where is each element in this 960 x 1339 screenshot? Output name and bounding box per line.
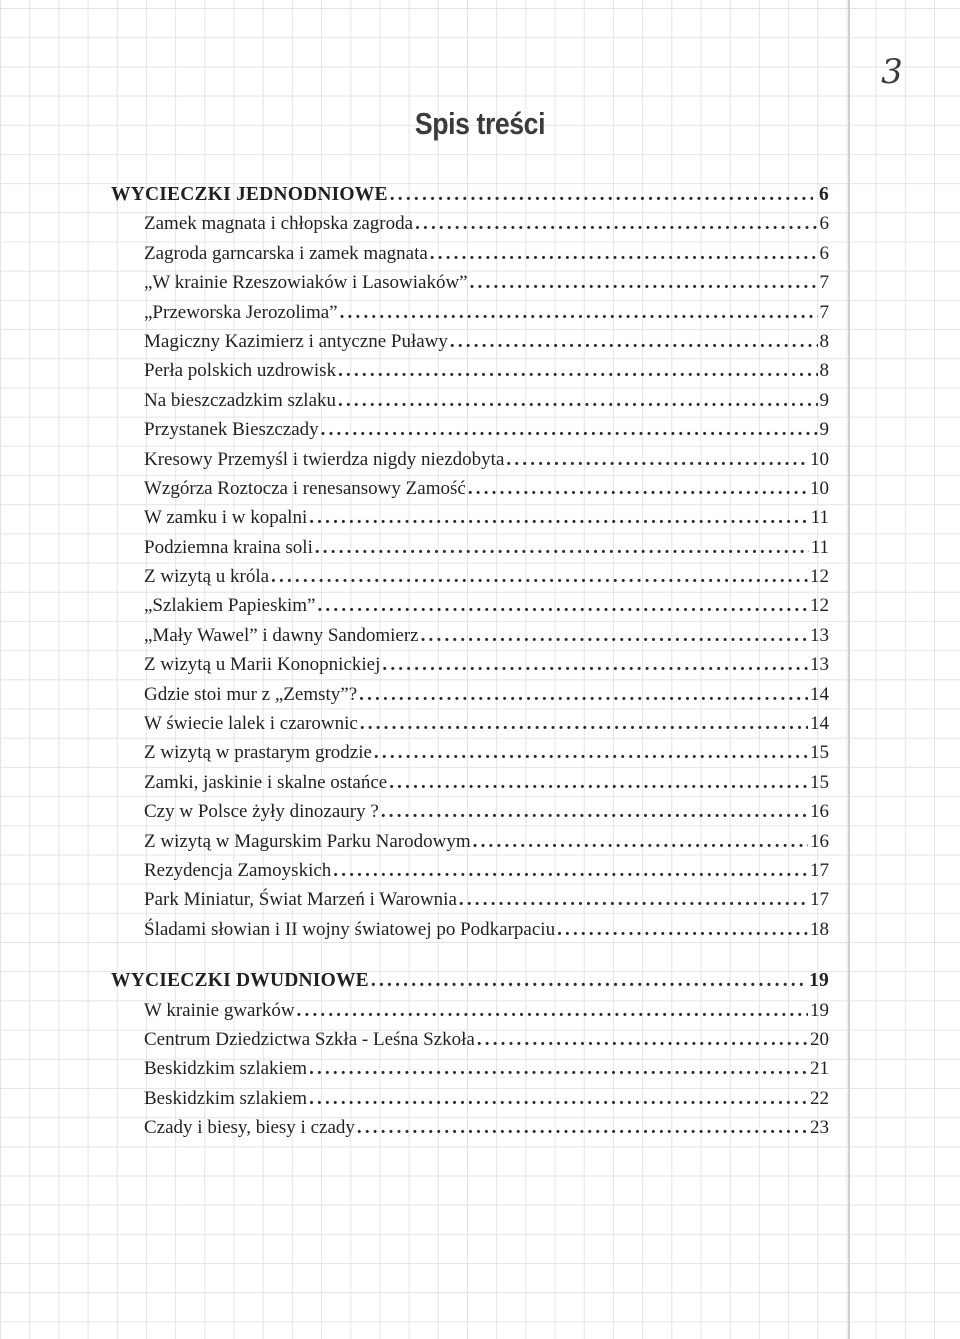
- toc-entry-page: 20: [810, 1028, 829, 1050]
- toc-entry[interactable]: [111, 709, 829, 738]
- toc-entry-label: Czy w Polsce żyły dinozaury ?: [144, 801, 379, 823]
- toc-entry[interactable]: [111, 356, 829, 385]
- dot-leader: [371, 966, 803, 995]
- toc-entry-page: 7: [819, 272, 829, 294]
- toc-entry-label: Park Miniatur, Świat Marzeń i Warownia: [144, 889, 457, 911]
- dot-leader: [338, 386, 817, 415]
- page-title: Spis treści: [414, 106, 546, 141]
- toc-entry[interactable]: [111, 209, 829, 238]
- toc-entry[interactable]: [111, 621, 829, 650]
- toc-entry-page: 23: [810, 1117, 829, 1139]
- toc-entry-page: 13: [810, 624, 829, 646]
- toc-entry-label: „Przeworska Jerozolima”: [144, 301, 338, 323]
- toc-entry-label: Centrum Dziedzictwa Szkła - Leśna Szkoła: [144, 1028, 475, 1050]
- toc-entry[interactable]: [111, 386, 829, 415]
- toc-entry[interactable]: [111, 797, 829, 826]
- toc-entry[interactable]: [111, 268, 829, 297]
- dot-leader: [430, 239, 818, 268]
- dot-leader: [557, 915, 808, 944]
- dot-leader: [340, 298, 818, 327]
- toc-entry-label: Czady i biesy, biesy i czady: [144, 1117, 355, 1139]
- toc-entry-label: Podziemna kraina soli: [144, 536, 313, 558]
- toc-entry-page: 19: [810, 999, 829, 1021]
- toc-entry-page: 6: [819, 213, 829, 235]
- toc-entry-label: Perła polskich uzdrowisk: [144, 360, 337, 382]
- dot-leader: [309, 1084, 808, 1113]
- toc-entry[interactable]: [111, 856, 829, 885]
- dot-leader: [506, 445, 808, 474]
- dot-leader: [477, 1025, 808, 1054]
- toc-entry[interactable]: [111, 650, 829, 679]
- toc-entry[interactable]: [111, 768, 829, 797]
- dot-leader: [338, 356, 817, 385]
- toc-entry[interactable]: [111, 298, 829, 327]
- dot-leader: [333, 856, 808, 885]
- toc-entry-label: W świecie lalek i czarownic: [144, 713, 358, 735]
- dot-leader: [359, 680, 808, 709]
- toc-heading-label: WYCIECZKI JEDNODNIOWE: [111, 184, 388, 205]
- toc-entry[interactable]: [111, 533, 829, 562]
- dot-leader: [415, 209, 817, 238]
- toc-entry[interactable]: [111, 591, 829, 620]
- toc-entry-page: 22: [810, 1087, 829, 1109]
- dot-leader: [315, 533, 809, 562]
- dot-leader: [317, 591, 808, 620]
- toc-entry-label: Beskidzkim szlakiem: [144, 1058, 308, 1080]
- toc-entry[interactable]: [111, 996, 829, 1025]
- toc-entry[interactable]: [111, 738, 829, 767]
- toc-entry[interactable]: [111, 474, 829, 503]
- toc-entry-page: 6: [819, 242, 829, 264]
- toc-entry-page: 15: [810, 771, 829, 793]
- toc-entry-label: Śladami słowian i II wojny światowej po Podkarpaciu: [144, 918, 556, 940]
- toc-entry-page: 14: [810, 683, 829, 705]
- dot-leader: [421, 621, 808, 650]
- dot-leader: [309, 503, 808, 532]
- toc-entry-page: 9: [819, 389, 829, 411]
- toc-entry[interactable]: [111, 445, 829, 474]
- dot-leader: [357, 1113, 808, 1142]
- page-margin-line: [848, 0, 850, 1339]
- toc-entry-page: 11: [810, 536, 829, 558]
- toc-entry-label: Zamki, jaskinie i skalne ostańce: [144, 771, 388, 793]
- toc-entry[interactable]: [111, 239, 829, 268]
- toc-entry-label: Z wizytą u króla: [144, 566, 270, 588]
- toc-entry-label: W zamku i w kopalni: [144, 507, 308, 529]
- toc-entry[interactable]: [111, 327, 829, 356]
- toc-section: [111, 180, 829, 944]
- toc-entry-page: 8: [819, 330, 829, 352]
- page-number: 3: [881, 52, 903, 92]
- toc-entry-page: 8: [819, 360, 829, 382]
- toc-entry-label: Zagroda garncarska i zamek magnata: [144, 242, 428, 264]
- toc-entry-label: Kresowy Przemyśl i twierdza nigdy niezdobyta: [144, 448, 505, 470]
- toc-entry-page: 16: [810, 830, 829, 852]
- toc-entry-label: Na bieszczadzkim szlaku: [144, 389, 337, 411]
- toc-entry[interactable]: [111, 885, 829, 914]
- toc-section-heading[interactable]: [111, 180, 829, 209]
- toc-entry-label: Z wizytą u Marii Konopnickiej: [144, 654, 381, 676]
- dot-leader: [389, 768, 808, 797]
- dot-leader: [309, 1054, 808, 1083]
- toc-entry[interactable]: [111, 1054, 829, 1083]
- toc-entry[interactable]: [111, 562, 829, 591]
- toc-entry-label: Rezydencja Zamoyskich: [144, 859, 332, 881]
- toc-entry-page: 9: [819, 419, 829, 441]
- dot-leader: [360, 709, 808, 738]
- toc-section: [111, 966, 829, 1142]
- toc-entry-page: 14: [810, 713, 829, 735]
- dot-leader: [470, 268, 818, 297]
- dot-leader: [297, 996, 808, 1025]
- toc-entry[interactable]: [111, 1084, 829, 1113]
- dot-leader: [459, 885, 808, 914]
- dot-leader: [381, 797, 808, 826]
- dot-leader: [473, 827, 808, 856]
- dot-leader: [390, 180, 813, 209]
- toc-section-heading[interactable]: [111, 966, 829, 995]
- toc-entry[interactable]: [111, 680, 829, 709]
- toc-entry-label: „Mały Wawel” i dawny Sandomierz: [144, 624, 419, 646]
- toc-entry-label: Zamek magnata i chłopska zagroda: [144, 213, 414, 235]
- toc-entry-label: „Szlakiem Papieskim”: [144, 595, 316, 617]
- toc-heading-label: WYCIECZKI DWUDNIOWE: [111, 970, 369, 992]
- dot-leader: [374, 738, 808, 767]
- toc-entry-page: 17: [810, 889, 829, 911]
- toc-entry-page: 13: [810, 654, 829, 676]
- toc-entry-page: 10: [810, 448, 829, 470]
- toc-entry-page: 21: [810, 1058, 829, 1080]
- toc-entry-page: 11: [810, 507, 829, 529]
- dot-leader: [450, 327, 818, 356]
- dot-leader: [468, 474, 808, 503]
- toc-entry-page: 7: [819, 301, 829, 323]
- toc-entry[interactable]: [111, 1025, 829, 1054]
- toc-heading-page: 19: [809, 970, 829, 992]
- toc-entry[interactable]: [111, 1113, 829, 1142]
- toc-entry-label: Wzgórza Roztocza i renesansowy Zamość: [144, 477, 466, 499]
- table-of-contents: [111, 180, 829, 1143]
- dot-leader: [382, 650, 808, 679]
- toc-entry[interactable]: [111, 915, 829, 944]
- toc-entry-label: Przystanek Bieszczady: [144, 419, 319, 441]
- toc-entry-label: „W krainie Rzeszowiaków i Lasowiaków”: [144, 272, 468, 294]
- toc-entry-label: Beskidzkim szlakiem: [144, 1087, 308, 1109]
- toc-entry-page: 17: [810, 859, 829, 881]
- toc-entry-page: 12: [810, 595, 829, 617]
- toc-entry-label: W krainie gwarków: [144, 999, 295, 1021]
- toc-entry-page: 10: [810, 477, 829, 499]
- toc-entry[interactable]: [111, 827, 829, 856]
- toc-entry[interactable]: [111, 503, 829, 532]
- toc-entry-label: Z wizytą w Magurskim Parku Narodowym: [144, 830, 471, 852]
- dot-leader: [271, 562, 808, 591]
- toc-entry-page: 12: [810, 566, 829, 588]
- toc-entry[interactable]: [111, 415, 829, 444]
- toc-entry-page: 15: [810, 742, 829, 764]
- toc-entry-label: Z wizytą w prastarym grodzie: [144, 742, 372, 764]
- toc-entry-label: Gdzie stoi mur z „Zemsty”?: [144, 683, 358, 705]
- toc-entry-label: Magiczny Kazimierz i antyczne Puławy: [144, 330, 448, 352]
- toc-heading-page: 6: [819, 184, 829, 205]
- toc-entry-page: 16: [810, 801, 829, 823]
- toc-entry-page: 18: [810, 918, 829, 940]
- dot-leader: [321, 415, 818, 444]
